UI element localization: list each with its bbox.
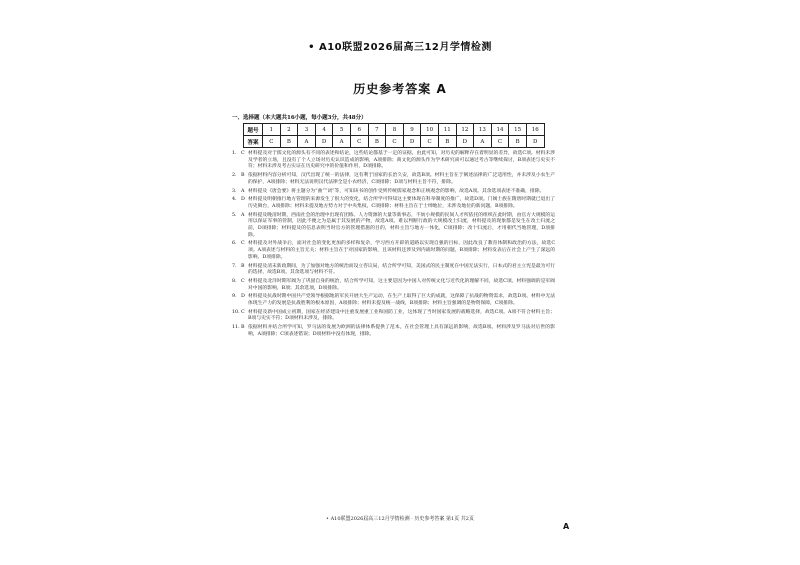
question-number-row (244, 124, 545, 136)
item-text: 依据材料内容分析可知，汉代出现了统一的法律，这有利于国家的长治久安，故选B项。材料主旨在于阐述法律的广泛适用性，并未涉及小农生产的保护，A项排除；材料无法说明汉代法律全是小农经济，C项排除；D项与材料主旨不符，排除。 (248, 173, 555, 185)
answer-letter: D (526, 136, 544, 148)
answer-letter: A (298, 136, 316, 148)
question-number: 11 (438, 124, 456, 136)
item-number: 11. (232, 325, 240, 331)
item-number: 6. (232, 241, 237, 247)
explanation-item (232, 189, 555, 196)
item-number: 1. (232, 151, 237, 156)
answer-letter: A (333, 136, 351, 148)
item-number: 9. (232, 294, 237, 300)
question-number: 13 (474, 124, 492, 136)
answer-row (244, 136, 545, 148)
version-marker: A (563, 522, 570, 531)
explanation-item (232, 213, 555, 240)
question-number: 4 (315, 124, 333, 136)
answer-letter: B (368, 136, 386, 148)
answer-letter: B (438, 136, 456, 148)
question-number: 1 (263, 124, 281, 136)
item-answer: B (241, 173, 245, 179)
item-number: 4. (232, 197, 237, 203)
explanation-item (232, 264, 555, 277)
question-number: 16 (526, 124, 544, 136)
item-text: 材料提及对于儒文化的源头有不同的表述和结论，这些结论都基于一定的证据，由此可知，对历史的解释存在着明显的差异，故选C项。材料未涉及学者的立场，且没有了个人立场对历史认识造成的影响，A项排除；商文化的源头作为学术研究尚可以通过考古等继续探讨，B项表述与史实不符；材料未涉及考古实证在历史研究中的价值和作用，D项排除。 (248, 151, 555, 170)
item-answer: A (241, 188, 245, 194)
question-number: 5 (333, 124, 351, 136)
item-text: 材料提及新中国成立初期，国家在经济建设中注重发展重工业和国防工业，这体现了当时国家发展的战略选择，故选C项。A项不符合材料主旨；B项与史实不符；D项材料未涉及，排除。 (248, 309, 555, 322)
item-number: 10. (232, 309, 240, 315)
item-number: 3. (232, 188, 237, 194)
row-label: 答案 (244, 136, 263, 148)
answer-letter: D (315, 136, 333, 148)
explanation-item (232, 197, 555, 210)
answer-letter: B (509, 136, 527, 148)
answer-letter: B (280, 136, 298, 148)
explanations (232, 151, 555, 341)
section-heading: 一、选择题（本大题共16小题，每小题3分，共48分） (232, 115, 367, 121)
item-number: 5. (232, 212, 237, 218)
item-answer: B (241, 263, 245, 269)
item-text: 材料提及北洋时期军阀为了巩固自身的统治，结合所学可知，这主要是因为中国人对传统文化与近代化的理解不同，故选C项。材料强调的是军阀对中国的影响，B项；其余选项，D项排除。 (248, 278, 555, 291)
item-answer: C (241, 241, 245, 247)
explanation-item (232, 279, 555, 292)
item-text: 材料提及《唐会要》将主题分为“曲”“词”等，可知该书的创作受到传统儒家观念和正统观念的影响，故选A项。其余选项表述不准确，排除。 (248, 188, 545, 194)
item-answer: C (241, 151, 245, 156)
question-number: 12 (456, 124, 474, 136)
item-answer: B (241, 325, 245, 331)
explanation-item (232, 151, 555, 171)
exam-header: • A10联盟2026届高三12月学情检测 (308, 42, 492, 53)
answer-letter: C (263, 136, 281, 148)
item-answer: C (241, 309, 245, 315)
answer-table (243, 123, 545, 148)
question-number: 2 (280, 124, 298, 136)
item-text: 材料提及晚清时期，西南社会的治理中出现有团练、人力资源的大量等新事态，不妨小规模的民间人才所依托的组织在此时期，由官方大规模的运用以保证军事的管制，因此不便之为是属于其发展的产物，故选A项。难以判断行政的大规模改土归流，材料提及的现象都是发生在改土归流之前，D项排除；材料提及的信息表明当时官方的管理措施的目的，材料主旨与地方一体化，C项排除；改十归流后，才用朝代当地管理，D项排除。 (248, 212, 556, 238)
item-answer: C (241, 278, 245, 284)
question-number: 14 (491, 124, 509, 136)
answer-key-title: 历史参考答案 A (353, 82, 447, 96)
question-number: 8 (386, 124, 404, 136)
question-number: 15 (509, 124, 527, 136)
row-label: 题号 (244, 124, 263, 136)
answer-letter: C (421, 136, 439, 148)
answer-letter: C (491, 136, 509, 148)
answer-letter: D (403, 136, 421, 148)
explanation-item (232, 294, 555, 307)
item-answer: A (241, 212, 245, 218)
question-number: 6 (350, 124, 368, 136)
item-answer: D (241, 197, 245, 203)
item-text: 材料提及对外战争后，面对社会的变化更加的多样和复杂，学习西方开辟的道路以实现自强的目标，因此改良了教育体制和政治的方法，故选C项。A项表述与材料的主旨无关；材料主旨在于对国家的影响，且该材料还涉及到内战时期的问题，B项排除；材料发表后在社会上产生了深远的影响，D项排除。 (248, 241, 555, 260)
answer-letter: C (386, 136, 404, 148)
question-number: 10 (421, 124, 439, 136)
answer-letter: C (350, 136, 368, 148)
item-number: 7. (232, 263, 237, 269)
item-text: 材料提及明朝推行地方管理的来源发生了很大的变化，结合所学可得知这主要体现在科举制度的推广，故选D项。门阀士族在隋唐时期就已退出了历史舞台，A项排除；材料未提及地方势力对于中央集权，C项排除；材料主旨在于士绅地位，未涉及地位的新问题，B项排除。 (248, 197, 555, 209)
item-number: 8. (232, 278, 237, 284)
answer-letter: D (456, 136, 474, 148)
item-answer: D (241, 294, 245, 300)
explanation-item (232, 310, 555, 323)
item-number: 2. (232, 173, 237, 179)
item-text: 材料提及抗战时期中国共产党领导根据地的军民开展大生产运动，在生产上取得了巨大的成就，这保障了抗战的物资需求，故选D项。材料中无法体现生产力的发展是抗战胜利的根本原因，A项排除；材料未提及统一战线，B项排除；材料主旨强调的是物资保障，C项排除。 (248, 294, 555, 307)
item-text: 材料提及清末新政期间，为了加强对地方的统治而设立咨议局，结合所学可知，美国式的民主制度在中国无法实行，日本式的君主立宪是最为可行的选择，故选B项。其余选项与材料不符。 (248, 263, 556, 276)
question-number: 9 (403, 124, 421, 136)
page-footer: • A10联盟2026届高三12月学情检测 · 历史参考答案 第1页 共2页 (326, 516, 474, 522)
item-text: 依据材料并结合所学可知，罗马法的发展为欧洲的法律体系提供了范本，在社会管理上具有深远的影响，故选B项。材料涉及罗马法对后世的影响，A项排除；C项表述错误；D项材料中没有体现，排除。 (248, 325, 555, 337)
answer-letter: A (474, 136, 492, 148)
question-number: 3 (298, 124, 316, 136)
explanation-item (232, 325, 555, 338)
explanation-item (232, 173, 555, 186)
question-number: 7 (368, 124, 386, 136)
explanation-item (232, 241, 555, 261)
